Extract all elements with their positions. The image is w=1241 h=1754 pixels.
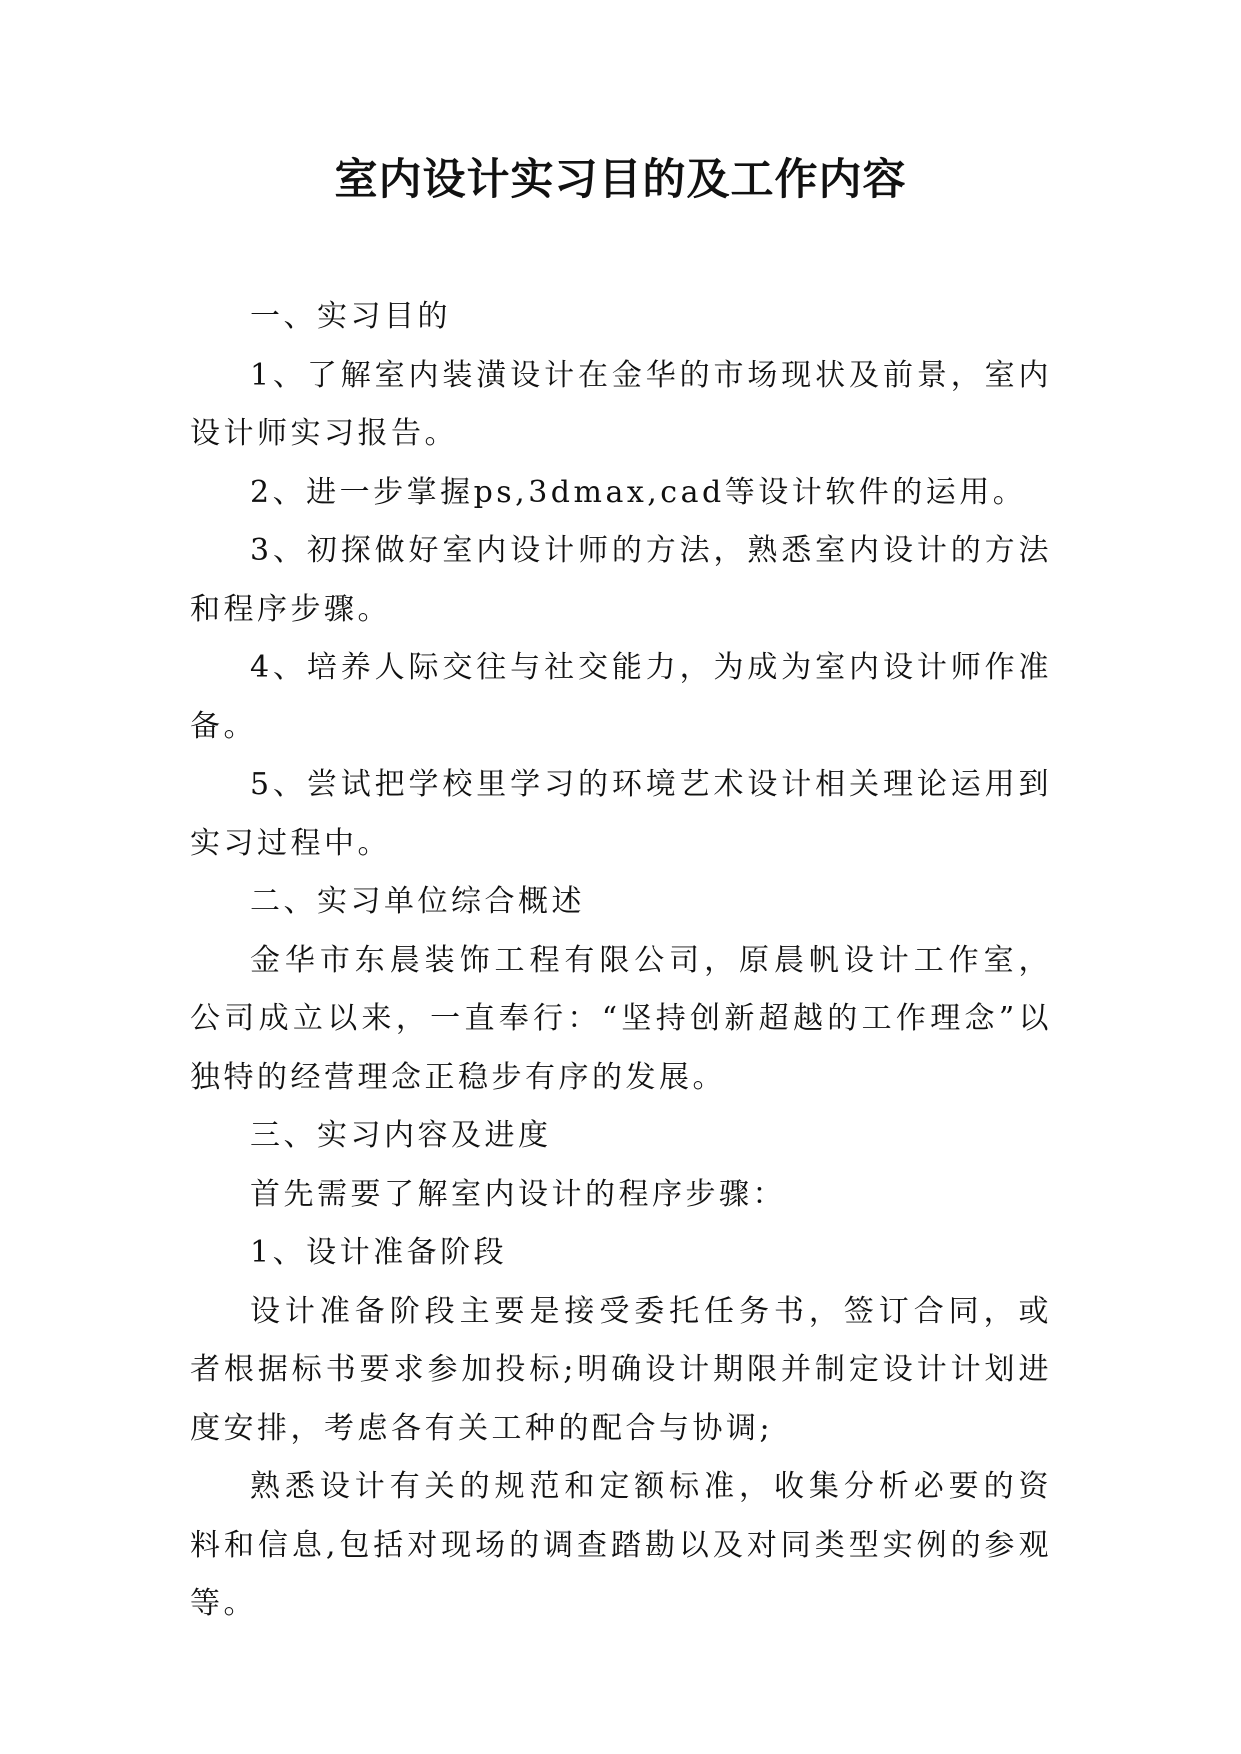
document-body <box>190 288 1052 1634</box>
section-heading-purpose: 一、实习目的 <box>250 299 451 334</box>
stage-heading-preparation: 1、设计准备阶段 <box>250 1235 508 1270</box>
purpose-item-5: 5、尝试把学校里学习的环境艺术设计相关理论运用到实习过程中。 <box>190 767 1052 861</box>
section-heading-company: 二、实习单位综合概述 <box>250 884 585 919</box>
preparation-paragraph-1: 设计准备阶段主要是接受委托任务书，签订合同，或者根据标书要求参加投标;明确设计期限并制定设计计划进度安排，考虑各有关工种的配合与协调; <box>190 1293 1052 1446</box>
content-intro-paragraph: 首先需要了解室内设计的程序步骤： <box>250 1176 786 1212</box>
section-heading-content: 三、实习内容及进度 <box>250 1118 552 1153</box>
purpose-item-2: 2、进一步掌握ps,3dmax,cad等设计软件的运用。 <box>250 474 1027 510</box>
company-overview-paragraph: 金华市东晨装饰工程有限公司，原晨帆设计工作室，公司成立以来，一直奉行：“坚持创新超越的工作理念”以独特的经营理念正稳步有序的发展。 <box>190 942 1052 1095</box>
purpose-item-3: 3、初探做好室内设计师的方法，熟悉室内设计的方法和程序步骤。 <box>190 533 1052 627</box>
document-title: 室内设计实习目的及工作内容 <box>334 155 907 205</box>
preparation-paragraph-2: 熟悉设计有关的规范和定额标准，收集分析必要的资料和信息,包括对现场的调查踏勘以及对同类型实例的参观等。 <box>190 1469 1052 1621</box>
purpose-item-1: 1、了解室内装潢设计在金华的市场现状及前景，室内设计师实习报告。 <box>190 357 1052 451</box>
purpose-item-4: 4、培养人际交往与社交能力，为成为室内设计师作准备。 <box>190 650 1052 744</box>
